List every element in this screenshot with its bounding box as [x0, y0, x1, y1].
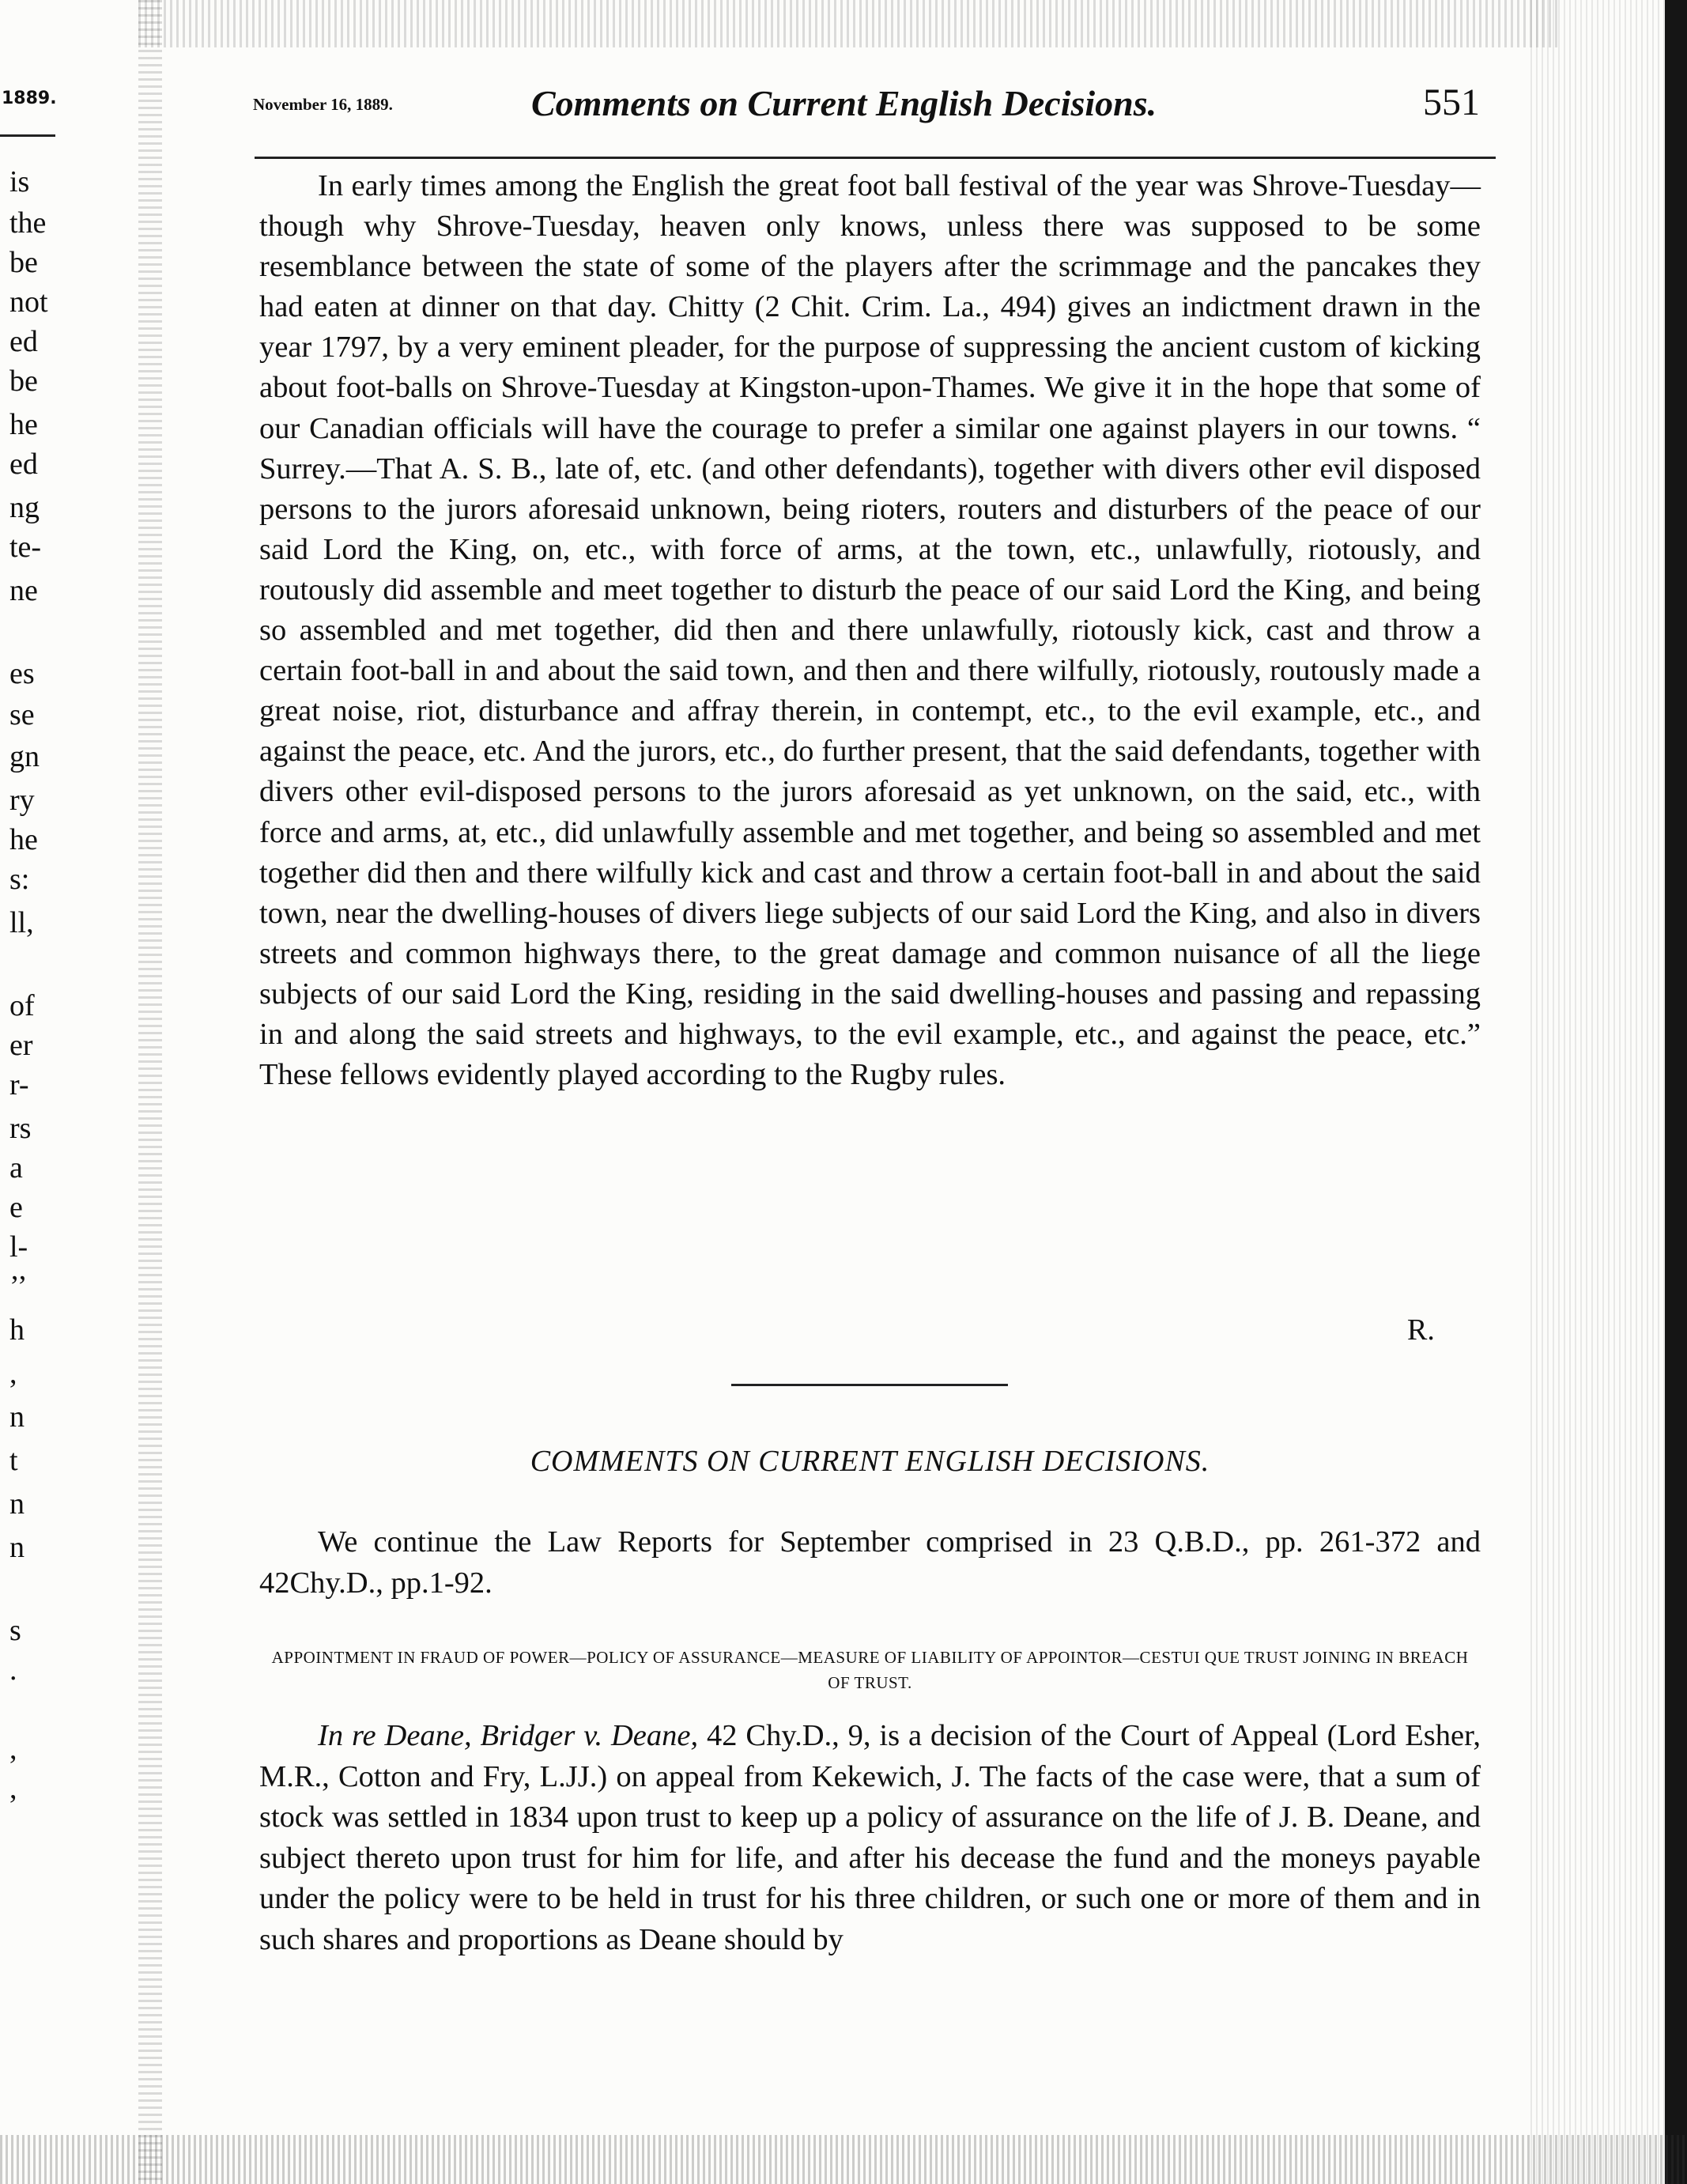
previous-page-fragment: e [9, 1191, 23, 1224]
previous-page-fragment: he [9, 823, 38, 856]
previous-page-fragment: es [9, 657, 35, 690]
previous-page-fragment: ll, [9, 906, 34, 939]
previous-page-fragment: , [9, 1772, 17, 1805]
scan-noise-bottom [0, 2135, 1687, 2184]
article-body [259, 166, 1481, 1095]
previous-page-fragment: , [9, 1732, 17, 1766]
case-summary [259, 1716, 1481, 1960]
previous-page-fragment: h [9, 1313, 25, 1347]
case-paragraph [259, 1716, 1481, 1960]
previous-page-fragment: ng [9, 491, 40, 524]
article-signature: R. [1407, 1313, 1435, 1347]
previous-page-fragment: , [9, 1357, 17, 1390]
section-intro-text: We continue the Law Reports for September comprised in 23 Q.B.D., pp. 261-372 and 42Chy.D., pp.1-92. [259, 1525, 1481, 1600]
case-heading: APPOINTMENT IN FRAUD OF POWER—POLICY OF ASSURANCE—MEASURE OF LIABILITY OF APPOINTOR—CESTUI QUE TRUST JOINING IN BREACH OF TRUST. [271, 1648, 1469, 1692]
previous-page-fragment: the [9, 206, 47, 240]
previous-page-fragment: be [9, 246, 38, 279]
scan-noise-gutter [138, 0, 162, 2184]
scan-noise-right [1530, 0, 1665, 2184]
previous-page-header: 1889. [2, 89, 57, 108]
previous-page-fragment: t [9, 1444, 18, 1477]
previous-page-fragment: is [9, 165, 30, 198]
previous-page-fragment: ed [9, 448, 38, 481]
section-title: COMMENTS ON CURRENT ENGLISH DECISIONS. [530, 1445, 1210, 1478]
scan-noise-top [138, 0, 1561, 47]
article-paragraph: In early times among the English the great foot ball festival of the year was Shrove-Tuesday—though why Shrove-Tuesday, heaven only knows, unless there was supposed to be some resemblance between the state of some of the players after the scrimmage and the pancakes they had eaten at dinner on that day. Chitty (2 Chit. Crim. La., 494) gives an indictment drawn in the year 1797, by a very eminent pleader, for the purpose of suppressing the ancient custom of kicking about foot-balls on Shrove-Tuesday at Kingston-upon-Thames. We give it in the hope that some of our Canadian officials will have the courage to prefer a similar one against players in our towns. “ Surrey.—That A. S. B., late of, etc. (and other defendants), together with divers other evil disposed persons to the jurors aforesaid unknown, being rioters, routers and disturbers of the peace of our said Lord the King, on, etc., with force of arms, at the town, etc., unlawfully, riotously, and routously did assemble and meet together to disturb the peace of our said Lord the King, and being so assembled and met together, did then and there unlawfully, riotously kick, cast and throw a certain foot-ball in and about the said town, and then and there wilfully, riotously, routously made a great noise, riot, disturbance and affray therein, in contempt, etc., to the evil example, etc., and against the peace, etc. And the jurors, etc., do further present, that the said defendants, together with divers other evil-disposed persons to the jurors aforesaid as yet unknown, on the said, etc., with force and arms, at, etc., did unlawfully assemble and met together, and being so assembled and met together did then and there wilfully kick and cast and throw a certain foot-ball in and about the said town, near the dwelling-houses of divers liege subjects of our said Lord the King, and also in divers streets and common highways there, to the great damage and common nuisance of all the liege subjects of our said Lord the King, residing in the said dwelling-houses and passing and repassing in and along the said streets and highways, to the evil example, etc., and against the peace, etc.” These fellows evidently played according to the Rugby rules. [259, 169, 1481, 1092]
previous-page-fragment: n [9, 1400, 25, 1434]
previous-page-fragment: se [9, 698, 35, 731]
previous-page-fragment: n [9, 1487, 25, 1521]
previous-page-fragment: ed [9, 325, 38, 358]
previous-page-rule [0, 134, 55, 137]
running-header-title: Comments on Current English Decisions. [531, 83, 1157, 123]
previous-page-fragment: a [9, 1151, 23, 1185]
previous-page-fragment: n [9, 1531, 25, 1564]
previous-page-fragment: ne [9, 574, 38, 607]
previous-page-fragment: te- [9, 531, 42, 564]
previous-page-fragment: ry [9, 784, 35, 817]
page-number: 551 [1423, 81, 1480, 123]
header-rule [255, 157, 1496, 159]
section-separator [731, 1384, 1008, 1386]
previous-page-fragment: ’’ [9, 1270, 28, 1303]
case-name: In re Deane, Bridger v. Deane, [318, 1719, 699, 1752]
previous-page-fragment: of [9, 989, 35, 1022]
previous-page-fragment: . [9, 1653, 17, 1687]
previous-page-fragment: l- [9, 1230, 28, 1264]
previous-page-fragment: s: [9, 863, 30, 896]
previous-page-fragment: er [9, 1029, 33, 1062]
section-intro [259, 1521, 1481, 1604]
case-text: 42 Chy.D., 9, is a decision of the Court of Appeal (Lord Esher, M.R., Cotton and Fry, L.JJ.) on appeal from Kekewich, J. The facts of the case were, that a sum of stock was settled in 1834 upon trust to keep up a policy of assurance on the life of J. B. Deane, and subject thereto upon trust for him for life, and after his decease the fund and the moneys payable under the policy were to be held in trust for his three children, or such one or more of them and in such shares and proportions as Deane should by [259, 1719, 1481, 1956]
scan-edge-right [1665, 0, 1687, 2184]
previous-page-fragment: r- [9, 1068, 29, 1101]
previous-page-fragment: gn [9, 740, 40, 773]
previous-page-fragment: he [9, 408, 38, 441]
previous-page-fragment: rs [9, 1112, 32, 1145]
previous-page-fragment: not [9, 285, 48, 319]
previous-page-fragment: be [9, 365, 38, 398]
previous-page-fragment: s [9, 1614, 21, 1647]
running-header-date: November 16, 1889. [253, 95, 393, 114]
